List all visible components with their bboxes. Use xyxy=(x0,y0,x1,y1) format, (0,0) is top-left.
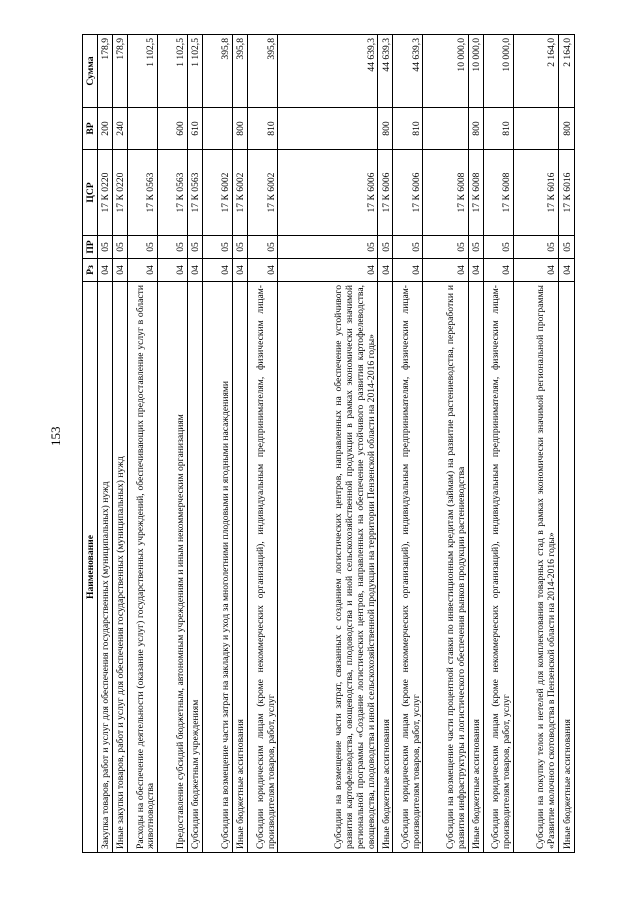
cell-name: Субсидии на возмещение части затрат на закладку и уход за многолетними плодовыми и ягодными насаждениями xyxy=(203,282,233,853)
cell-name: Субсидии на возмещение части процентной ставки по инвестиционным кредитам (займам) на развитие растениеводства, переработки и развития инфраструктуры и логистического обеспечения рынков продукции растениеводства xyxy=(423,282,468,853)
cell-sum: 395,8 xyxy=(203,35,233,108)
page-number: 153 xyxy=(48,426,63,446)
cell-vr xyxy=(423,108,468,150)
cell-rz: 04 xyxy=(248,259,278,282)
rotated-table-container xyxy=(82,35,575,853)
cell-name: Субсидии юридическим лицам (кроме некоммерческих организаций), индивидуальным предпринимателям, физическим лицам-производителям товаров, работ, услуг xyxy=(483,282,513,853)
cell-rz: 04 xyxy=(128,259,158,282)
cell-vr: 800 xyxy=(558,108,574,150)
cell-sum: 10 000,0 xyxy=(468,35,483,108)
cell-pr: 05 xyxy=(203,236,233,259)
cell-sum: 10 000,0 xyxy=(483,35,513,108)
cell-csr: 17 К 6008 xyxy=(423,150,468,236)
cell-csr: 17 К 6002 xyxy=(233,150,248,236)
cell-rz: 04 xyxy=(378,259,393,282)
cell-vr: 240 xyxy=(113,108,128,150)
cell-vr: 810 xyxy=(483,108,513,150)
cell-vr: 200 xyxy=(98,108,113,150)
cell-csr: 17 К 0220 xyxy=(113,150,128,236)
cell-name: Субсидии на покупку телок и нетелей для комплектования товарных стад в рамках экономически значимой региональной программы «Развитие молочного скотоводства в Пензенской области на 2014-2016 годы» xyxy=(513,282,558,853)
table-row xyxy=(423,35,468,853)
cell-pr: 05 xyxy=(113,236,128,259)
cell-csr: 17 К 6006 xyxy=(378,150,393,236)
cell-sum: 44 639,3 xyxy=(278,35,378,108)
table-row xyxy=(468,35,483,853)
cell-name: Закупка товаров, работ и услуг для обеспечения государственных (муниципальных) нужд xyxy=(98,282,113,853)
cell-csr: 17 К 6008 xyxy=(483,150,513,236)
table-row xyxy=(188,35,203,853)
table-row xyxy=(483,35,513,853)
cell-sum: 1 102,5 xyxy=(188,35,203,108)
table-row xyxy=(113,35,128,853)
cell-name: Расходы на обеспечение деятельности (оказание услуг) государственных учреждений, обеспечивающих предоставление услуг в области животноводства xyxy=(128,282,158,853)
cell-sum: 2 164,0 xyxy=(513,35,558,108)
cell-name: Иные бюджетные ассигнования xyxy=(558,282,574,853)
cell-csr: 17 К 6006 xyxy=(278,150,378,236)
cell-pr: 05 xyxy=(128,236,158,259)
cell-rz: 04 xyxy=(483,259,513,282)
cell-pr: 05 xyxy=(378,236,393,259)
cell-rz: 04 xyxy=(203,259,233,282)
cell-pr: 05 xyxy=(233,236,248,259)
table-body xyxy=(98,35,575,853)
cell-name: Иные закупки товаров, работ и услуг для обеспечения государственных (муниципальных) нужд xyxy=(113,282,128,853)
cell-vr: 810 xyxy=(248,108,278,150)
cell-rz: 04 xyxy=(98,259,113,282)
table-row xyxy=(378,35,393,853)
cell-sum: 10 000,0 xyxy=(423,35,468,108)
cell-vr: 810 xyxy=(393,108,423,150)
cell-csr: 17 К 6006 xyxy=(393,150,423,236)
table-header-row xyxy=(83,35,98,853)
cell-pr: 05 xyxy=(513,236,558,259)
cell-pr: 05 xyxy=(98,236,113,259)
table-row xyxy=(278,35,378,853)
header-sum: Сумма xyxy=(83,35,98,108)
cell-name: Субсидии юридическим лицам (кроме некоммерческих организаций), индивидуальным предпринимателям, физическим лицам-производителям товаров, работ, услуг xyxy=(248,282,278,853)
header-rz: Рз xyxy=(83,259,98,282)
cell-rz: 04 xyxy=(468,259,483,282)
cell-sum: 1 102,5 xyxy=(158,35,188,108)
cell-csr: 17 К 6002 xyxy=(203,150,233,236)
cell-sum: 395,8 xyxy=(248,35,278,108)
cell-vr: 610 xyxy=(188,108,203,150)
cell-sum: 44 639,3 xyxy=(393,35,423,108)
cell-name: Предоставление субсидий бюджетным, автономным учреждениям и иным некоммерческим организациям xyxy=(158,282,188,853)
cell-rz: 04 xyxy=(393,259,423,282)
cell-rz: 04 xyxy=(513,259,558,282)
table-row xyxy=(128,35,158,853)
cell-name: Субсидии бюджетным учреждениям xyxy=(188,282,203,853)
cell-pr: 05 xyxy=(278,236,378,259)
cell-rz: 04 xyxy=(233,259,248,282)
table-row xyxy=(233,35,248,853)
cell-csr: 17 К 6008 xyxy=(468,150,483,236)
cell-rz: 04 xyxy=(423,259,468,282)
cell-csr: 17 К 6002 xyxy=(248,150,278,236)
cell-pr: 05 xyxy=(558,236,574,259)
table-row xyxy=(513,35,558,853)
cell-rz: 04 xyxy=(188,259,203,282)
cell-csr: 17 К 0563 xyxy=(128,150,158,236)
cell-pr: 05 xyxy=(393,236,423,259)
cell-vr xyxy=(278,108,378,150)
cell-csr: 17 К 0220 xyxy=(98,150,113,236)
cell-rz: 04 xyxy=(113,259,128,282)
cell-vr xyxy=(128,108,158,150)
cell-name: Иные бюджетные ассигнования xyxy=(378,282,393,853)
cell-name: Иные бюджетные ассигнования xyxy=(233,282,248,853)
cell-pr: 05 xyxy=(248,236,278,259)
cell-rz: 04 xyxy=(558,259,574,282)
cell-vr: 600 xyxy=(158,108,188,150)
cell-sum: 44 639,3 xyxy=(378,35,393,108)
cell-csr: 17 К 0563 xyxy=(158,150,188,236)
cell-pr: 05 xyxy=(468,236,483,259)
cell-pr: 05 xyxy=(158,236,188,259)
cell-vr: 800 xyxy=(378,108,393,150)
cell-name: Субсидии юридическим лицам (кроме некоммерческих организаций), индивидуальным предпринимателям, физическим лицам-производителям товаров, работ, услуг xyxy=(393,282,423,853)
table-row xyxy=(203,35,233,853)
table-row xyxy=(158,35,188,853)
cell-csr: 17 К 6016 xyxy=(558,150,574,236)
header-vr: ВР xyxy=(83,108,98,150)
cell-name: Иные бюджетные ассигнования xyxy=(468,282,483,853)
cell-csr: 17 К 0563 xyxy=(188,150,203,236)
header-name: Наименование xyxy=(83,282,98,853)
cell-sum: 178,9 xyxy=(98,35,113,108)
cell-sum: 395,8 xyxy=(233,35,248,108)
table-row xyxy=(248,35,278,853)
cell-vr xyxy=(203,108,233,150)
cell-name: Субсидии на возмещение части затрат, связанных с созданием логистических центров, направленных на обеспечение устойчивого развития картофелеводства, овощеводства, плодоводства и иной сельскохозяйственной продукции в рамках экономически значимой региональной программы «Создание логистических центров, направленных на обеспечение устойчивого развития картофелеводства, овощеводства, плодоводства и иной сельскохозяйственной продукции на территории Пензенской области на 2014-2016 годы» xyxy=(278,282,378,853)
budget-table xyxy=(82,34,575,853)
cell-rz: 04 xyxy=(278,259,378,282)
cell-pr: 05 xyxy=(423,236,468,259)
cell-sum: 1 102,5 xyxy=(128,35,158,108)
table-row xyxy=(98,35,113,853)
cell-vr: 800 xyxy=(233,108,248,150)
cell-pr: 05 xyxy=(483,236,513,259)
cell-csr: 17 К 6016 xyxy=(513,150,558,236)
header-csr: ЦСР xyxy=(83,150,98,236)
table-row xyxy=(558,35,574,853)
cell-sum: 2 164,0 xyxy=(558,35,574,108)
cell-rz: 04 xyxy=(158,259,188,282)
cell-pr: 05 xyxy=(188,236,203,259)
cell-sum: 178,9 xyxy=(113,35,128,108)
cell-vr: 800 xyxy=(468,108,483,150)
table-row xyxy=(393,35,423,853)
header-pr: ПР xyxy=(83,236,98,259)
cell-vr xyxy=(513,108,558,150)
